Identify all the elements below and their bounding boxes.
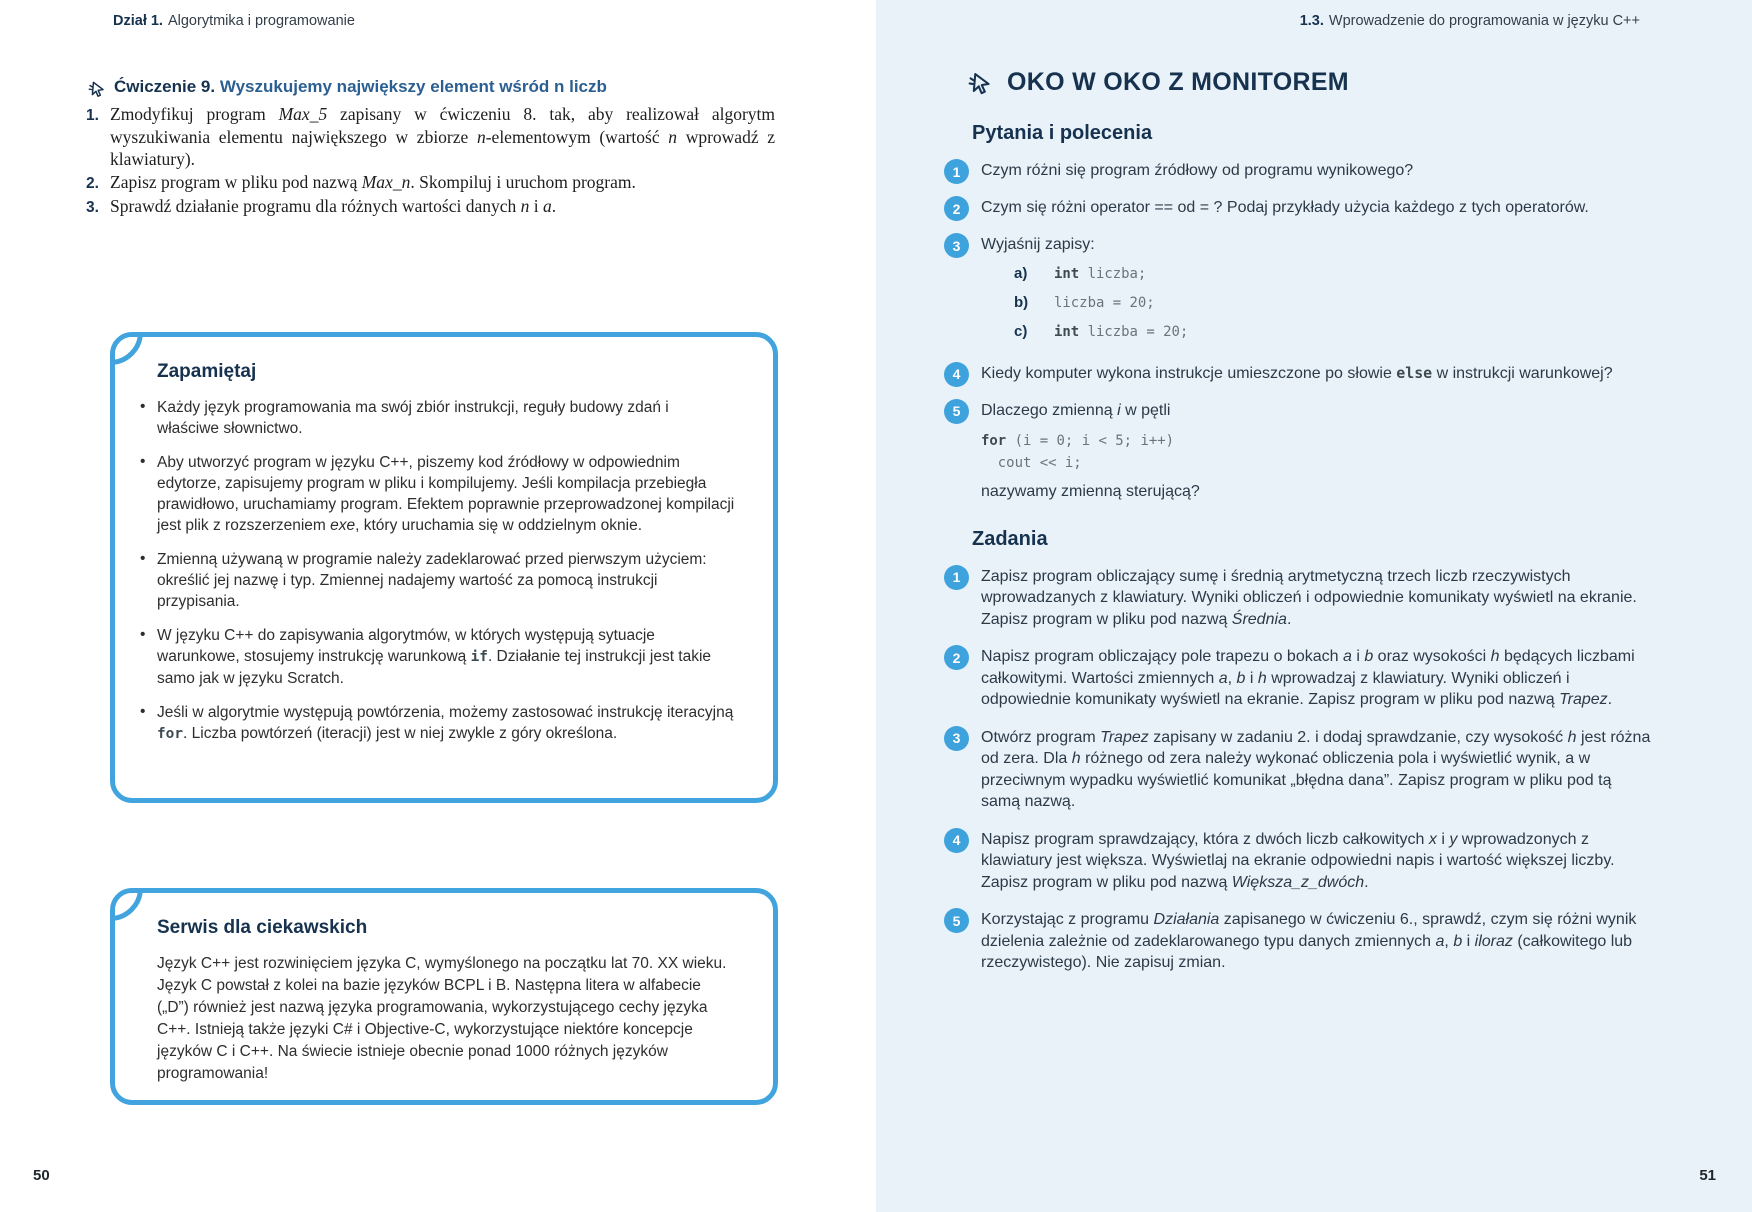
- task-item: [944, 909, 1655, 974]
- tasks-list: [952, 566, 1655, 974]
- exercise-title-row: [86, 76, 775, 99]
- task-number-badge: 4: [944, 828, 969, 853]
- remember-box-title: Zapamiętaj: [157, 361, 257, 382]
- remember-bullet: • Zmienną używaną w programie należy zadeklarować przed pierwszym użyciem: określić jej nazwę i typ. Zmiennej nadajemy wartość za pomocą instrukcji przypisania.: [157, 549, 735, 612]
- section-title: OKO W OKO Z MONITOREM: [1007, 68, 1349, 96]
- remember-bullet: • Aby utworzyć program w języku C++, piszemy kod źródłowy w odpowiednim edytorze, zapisujemy program w pliku i kompilujemy. Jeśli kompilacja przebiegła prawidłowo, uruchamiamy program. Efektem poprawnie przeprowadzonej kompilacji jest plik z rozszerzeniem exe, który uruchamia się w oddzielnym oknie.: [157, 452, 735, 536]
- task-number-badge: 1: [944, 565, 969, 590]
- exercise-list: [86, 103, 775, 220]
- task-item-main: Korzystając z programu Działania zapisanego w ćwiczeniu 6., sprawdź, czym się różni wynik dzielenia zależnie od zadeklarowanego typu danych zmiennych a, b i iloraz (całkowitego lub rzeczywistego). Nie zapisuj zmian.: [981, 911, 1637, 971]
- section-title-row: [965, 68, 1655, 97]
- exercise-item: [86, 195, 775, 220]
- task-number-badge: 5: [944, 908, 969, 933]
- curious-box-title: Serwis dla ciekawskich: [157, 917, 368, 938]
- question-number-badge: 2: [944, 196, 969, 221]
- page-number-left: 50: [33, 1167, 50, 1184]
- task-item: [944, 566, 1655, 631]
- question-item-text: [981, 363, 1655, 387]
- task-item-main: Zapisz program obliczający sumę i średnią arytmetyczną trzech liczb rzeczywistych wprowadzanych z klawiatury. Wyniki obliczeń i odpowiednie komunikaty wyświetl na ekranie. Zapisz program w pliku pod nazwą Średnia.: [981, 567, 1637, 628]
- task-item-text: [981, 829, 1655, 894]
- question-item-text: [981, 234, 1655, 350]
- subitem-label: b): [1014, 293, 1029, 311]
- chapter-label: Dział 1.: [113, 13, 163, 29]
- subitem-label: a): [1014, 264, 1028, 282]
- subitem: [1014, 263, 1655, 285]
- question-item-tail: nazywamy zmienną sterującą?: [981, 483, 1200, 500]
- subitem-code: int liczba = 20;: [1054, 323, 1189, 340]
- question-item-text: [981, 400, 1655, 503]
- section-number: 1.3.: [1299, 13, 1324, 29]
- exercise-title: [114, 76, 607, 98]
- question-item-text: [981, 197, 1655, 221]
- code-line: cout << i;: [981, 455, 1082, 471]
- exercise-label: Ćwiczenie 9.: [114, 77, 216, 96]
- question-item-main: Kiedy komputer wykona instrukcje umieszczone po słowie else w instrukcji warunkowej?: [981, 363, 1613, 382]
- question-number-badge: 1: [944, 159, 969, 184]
- question-item-main: Wyjaśnij zapisy:: [981, 236, 1095, 253]
- running-head-left: [113, 13, 355, 29]
- code-line: for (i = 0; i < 5; i++): [981, 433, 1175, 449]
- remember-box: [110, 332, 778, 803]
- lightbulb-icon: [110, 888, 143, 921]
- exercise-item-number: 1.: [86, 107, 99, 124]
- subitem: [1014, 321, 1655, 343]
- chapter-title: Algorytmika i programowanie: [167, 13, 355, 29]
- running-head-right: [1300, 13, 1640, 29]
- task-item-main: Otwórz program Trapez zapisany w zadaniu 2. i dodaj sprawdzanie, czy wysokość h jest różna od zera. Dla h różnego od zera należy wykonać obliczenia pola i wyświetlić wynik, a w przeciwnym wypadku wyświetlić komunikat „błędna dana”. Zapisz program w pliku pod tą samą nazwą.: [981, 728, 1651, 810]
- question-item: [944, 363, 1655, 387]
- page-number-right: 51: [1699, 1167, 1716, 1184]
- question-item: [944, 160, 1655, 184]
- subitem-label: c): [1014, 322, 1028, 340]
- exercise-block: [86, 76, 775, 220]
- curious-box-text: Język C++ jest rozwinięciem języka C, wymyślonego na początku lat 70. XX wieku. Język C powstał z kolei na bazie języków BCPL i B. Następna litera w alfabecie („D”) również jest nazwą języka programowania, wykorzystującego cechy języka C++. Istnieją także języki C# i Objective-C, wykorzystujące niektóre koncepcje języków C i C++. Na świecie istnieje obecnie ponad 1000 różnych języków programowania!: [157, 955, 727, 1082]
- curious-box: [110, 888, 778, 1105]
- subitem: [1014, 292, 1655, 314]
- task-item-text: [981, 646, 1655, 711]
- questions-heading: Pytania i polecenia: [972, 122, 1153, 144]
- task-item-text: [981, 566, 1655, 631]
- question-number-badge: 3: [944, 233, 969, 258]
- question-item: [944, 400, 1655, 503]
- task-item-text: [981, 909, 1655, 974]
- remember-bullet: • Jeśli w algorytmie występują powtórzenia, możemy zastosować instrukcję iteracyjną for. Liczba powtórzeń (iteracji) jest w niej zwykle z góry określona.: [157, 702, 735, 745]
- page-right: [876, 0, 1752, 1212]
- questions-list: [952, 160, 1655, 503]
- exercise-subtitle: Wyszukujemy największy element wśród n liczb: [219, 77, 607, 96]
- question-item-main: Czym się różni operator == od = ? Podaj przykłady użycia każdego z tych operatorów.: [981, 199, 1589, 216]
- remember-bullet: • Każdy język programowania ma swój zbiór instrukcji, reguły budowy zdań i właściwe słownictwo.: [157, 397, 735, 439]
- exercise-item: [86, 171, 775, 196]
- task-item: [944, 727, 1655, 813]
- remember-list: [157, 397, 735, 745]
- exercise-item-text: Zmodyfikuj program Max_5 zapisany w ćwiczeniu 8. tak, aby realizował algorytm wyszukiwania elementu największego w zbiorze n-elementowym (wartość n wprowadź z klawiatury).: [110, 104, 776, 169]
- exercise-item-text: Zapisz program w pliku pod nazwą Max_n. Skompiluj i uruchom program.: [110, 171, 636, 192]
- code-block: [981, 430, 1655, 474]
- question-item: [944, 197, 1655, 221]
- exercise-item-number: 3.: [86, 199, 99, 216]
- exclamation-icon: [110, 332, 143, 365]
- task-number-badge: 3: [944, 726, 969, 751]
- question-number-badge: 5: [944, 399, 969, 424]
- right-page-content: [952, 68, 1655, 990]
- section-name: Wprowadzenie do programowania w języku C++: [1328, 13, 1640, 29]
- subitem-code: int liczba;: [1054, 265, 1147, 282]
- question-number-badge: 4: [944, 362, 969, 387]
- task-item-main: Napisz program obliczający pole trapezu o bokach a i b oraz wysokości h będących liczbami całkowitymi. Wartości zmiennych a, b i h wprowadzaj z klawiatury. Wyniki obliczeń i odpowiednie komunikaty wyświetl na ekranie. Zapisz program w pliku pod nazwą Trapez.: [981, 648, 1635, 708]
- task-number-badge: 2: [944, 645, 969, 670]
- cursor-icon: [86, 76, 107, 99]
- task-item-main: Napisz program sprawdzający, która z dwóch liczb całkowitych x i y wprowadzonych z klawiatury jest większa. Wyświetlaj na ekranie odpowiedni napis i wartość większej liczby. Zapisz program w pliku pod nazwą Większa_z_dwóch.: [981, 830, 1615, 891]
- exercise-item-text: Sprawdź działanie programu dla różnych wartości danych n i a.: [110, 196, 557, 216]
- task-item: [944, 646, 1655, 711]
- remember-bullet: • W języku C++ do zapisywania algorytmów, w których występują sytuacje warunkowe, stosujemy instrukcję warunkową if. Działanie tej instrukcji jest takie samo jak w języku Scratch.: [157, 625, 735, 689]
- question-item-main: Dlaczego zmienną i w pętli: [981, 401, 1171, 419]
- task-item: [944, 829, 1655, 894]
- tasks-heading: Zadania: [972, 527, 1048, 550]
- task-item-text: [981, 727, 1655, 813]
- exercise-item: [86, 103, 775, 171]
- exercise-item-number: 2.: [86, 174, 99, 192]
- question-item-main: Czym różni się program źródłowy od programu wynikowego?: [981, 162, 1414, 179]
- subitem-code: liczba = 20;: [1054, 294, 1155, 311]
- question-item-text: [981, 160, 1655, 184]
- question-item: [944, 234, 1655, 350]
- cursor-icon: [965, 68, 994, 97]
